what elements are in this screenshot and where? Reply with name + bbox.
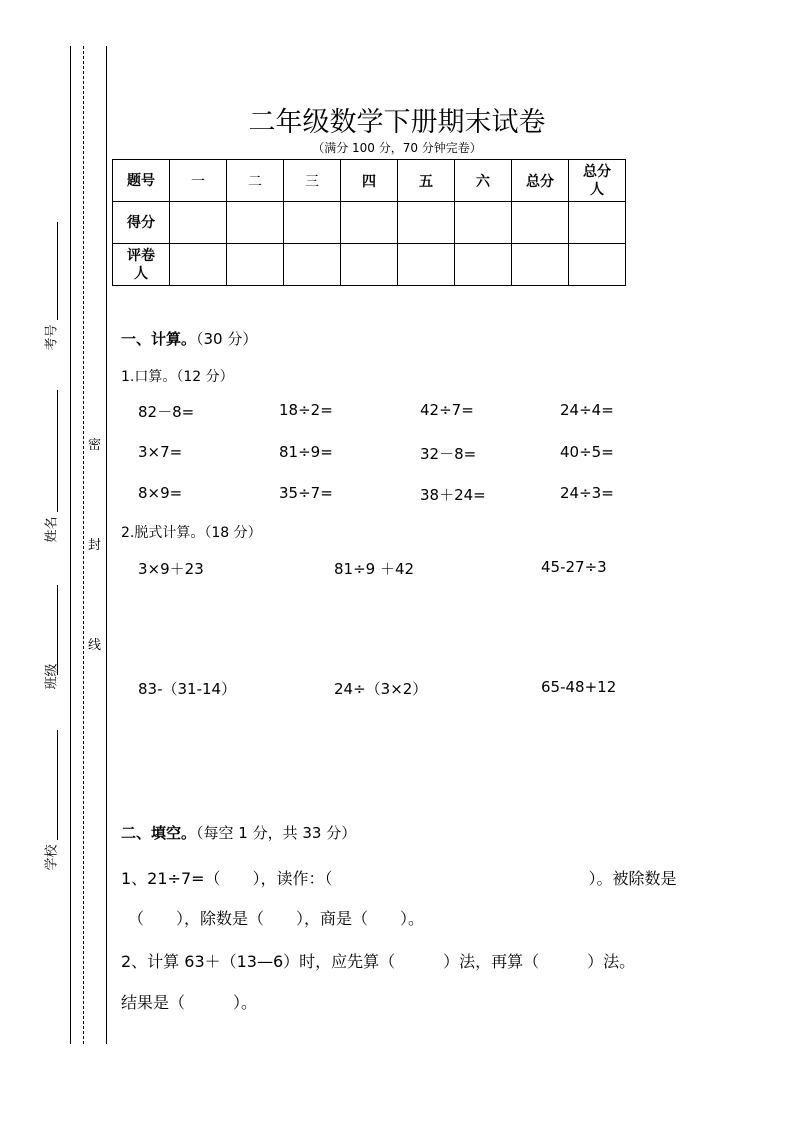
score-cell: [512, 202, 569, 244]
fill-line: 结果是（ ）。: [121, 993, 258, 1012]
oral-heading: 1.口算。（12 分）: [121, 369, 234, 385]
header-cell: 三: [284, 160, 341, 202]
oral-item: 18÷2=: [279, 401, 333, 419]
oral-item: 32－8=: [420, 445, 477, 463]
binding-line-inner: [106, 46, 107, 1044]
grader-cell: [569, 244, 626, 286]
header-cell: 总分人: [569, 160, 626, 202]
score-cell: [284, 202, 341, 244]
stepwise-item: 83-（31-14）: [138, 680, 237, 698]
score-cell: [398, 202, 455, 244]
oral-item: 3×7=: [138, 443, 183, 461]
header-cell: 五: [398, 160, 455, 202]
row-label: 评卷人: [113, 244, 170, 286]
score-cell: [569, 202, 626, 244]
header-cell: 一: [170, 160, 227, 202]
grader-cell: [455, 244, 512, 286]
oral-item: 81÷9=: [279, 443, 333, 461]
score-table: [112, 159, 626, 286]
stepwise-heading: 2.脱式计算。（18 分）: [121, 525, 262, 541]
grader-row: [113, 244, 626, 286]
oral-item: 24÷3=: [560, 484, 614, 502]
oral-item: 24÷4=: [560, 401, 614, 419]
binding-line-outer: [70, 46, 71, 1044]
stepwise-item: 81÷9 ＋42: [334, 560, 415, 578]
page-subtitle: （满分 100 分，70 分钟完卷）: [312, 141, 482, 155]
oral-item: 40÷5=: [560, 443, 614, 461]
score-table-header-row: [113, 160, 626, 202]
exam-number-label: 考号: [44, 324, 60, 351]
grader-cell: [512, 244, 569, 286]
seal-mi: 密: [88, 438, 102, 453]
binding-line-dashed: [83, 46, 84, 1044]
name-label: 姓名: [44, 516, 60, 543]
score-row: [113, 202, 626, 244]
name-line: [57, 390, 58, 512]
stepwise-item: 45-27÷3: [541, 558, 607, 576]
stepwise-item: 65-48+12: [541, 678, 617, 696]
stepwise-item: 24÷（3×2）: [334, 680, 428, 698]
oral-item: 82－8=: [138, 403, 195, 421]
oral-item: 35÷7=: [279, 484, 333, 502]
score-cell: [170, 202, 227, 244]
row-label: 得分: [113, 202, 170, 244]
header-cell: 六: [455, 160, 512, 202]
section2-heading: 二、填空。（每空 1 分，共 33 分）: [121, 824, 357, 842]
grader-cell: [341, 244, 398, 286]
exam-number-line: [57, 222, 58, 320]
score-cell: [455, 202, 512, 244]
header-cell: 四: [341, 160, 398, 202]
class-label: 班级: [44, 663, 60, 690]
seal-xian: 线: [88, 638, 102, 653]
fill-line: 1、21÷7=（ ），读作：（ ）。被除数是: [121, 869, 677, 888]
header-cell: 题号: [113, 160, 170, 202]
oral-item: 8×9=: [138, 484, 183, 502]
page-title: 二年级数学下册期末试卷: [248, 107, 546, 138]
fill-line: （ ），除数是（ ），商是（ ）。: [128, 909, 425, 928]
score-cell: [227, 202, 284, 244]
header-cell: 总分: [512, 160, 569, 202]
grader-cell: [227, 244, 284, 286]
score-cell: [341, 202, 398, 244]
stepwise-item: 3×9＋23: [138, 560, 204, 578]
seal-feng: 封: [88, 538, 102, 553]
school-label: 学校: [44, 844, 60, 871]
oral-item: 42÷7=: [420, 401, 474, 419]
oral-item: 38＋24=: [420, 486, 486, 504]
grader-cell: [398, 244, 455, 286]
school-line: [57, 730, 58, 840]
grader-cell: [170, 244, 227, 286]
section1-heading: 一、计算。（30 分）: [121, 330, 258, 348]
header-cell: 二: [227, 160, 284, 202]
grader-cell: [284, 244, 341, 286]
fill-line: 2、计算 63＋（13—6）时，应先算（ ）法，再算（ ）法。: [121, 952, 636, 971]
